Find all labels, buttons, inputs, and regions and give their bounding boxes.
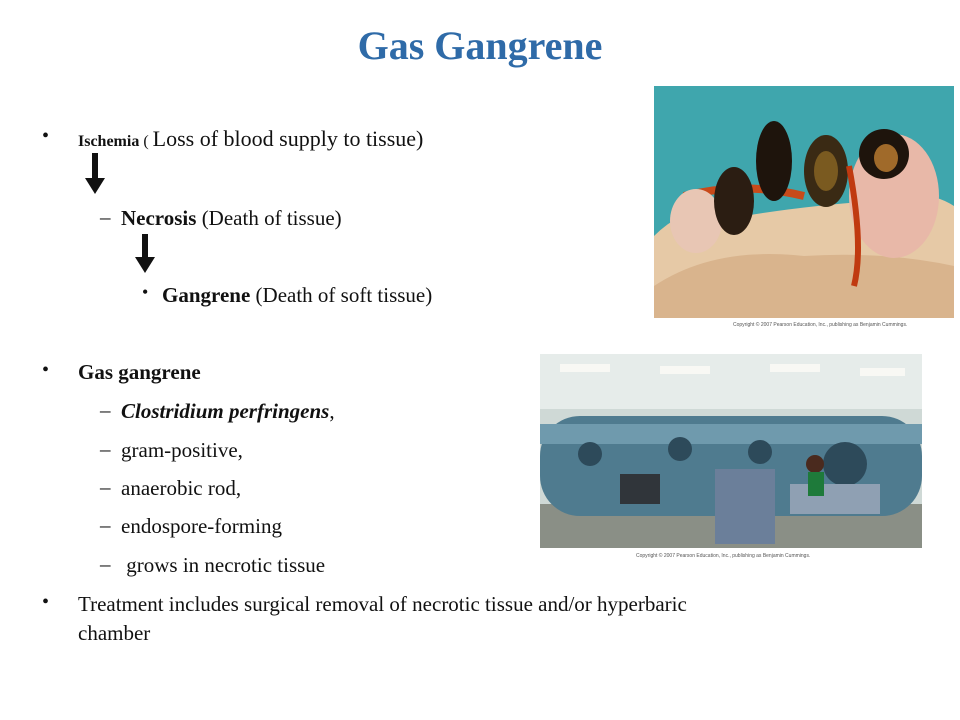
gangrene-line <box>162 282 432 308</box>
treatment-line-2: chamber <box>78 621 151 645</box>
dash: – <box>100 437 111 461</box>
sub-item-necrotic: grows in necrotic tissue <box>121 553 326 577</box>
chamber-photo-caption: Copyright © 2007 Pearson Education, Inc., publishing as Benjamin Cummings. <box>636 553 811 559</box>
down-arrow-icon <box>92 153 98 180</box>
gangrenous-foot-photo <box>654 86 954 318</box>
treatment-line-1: Treatment includes surgical removal of necrotic tissue and/or hyperbaric <box>78 592 687 616</box>
ischemia-line <box>78 126 423 155</box>
dash: – <box>100 552 111 576</box>
sub-item-endospore: endospore-forming <box>121 514 282 538</box>
bullet: • <box>42 125 50 147</box>
dash: – <box>100 513 111 537</box>
sub-item-anaerobic: anaerobic rod, <box>121 476 242 500</box>
bullet: • <box>42 359 50 381</box>
dash: – <box>100 398 111 422</box>
chamber-illustration <box>540 354 922 548</box>
necrosis-def: (Death of tissue) <box>196 206 342 230</box>
ischemia-def: Loss of blood supply to tissue) <box>152 126 424 151</box>
bullet: • <box>142 282 149 302</box>
down-arrow-icon <box>142 234 148 259</box>
foot-illustration <box>654 86 954 318</box>
gangrene-def: (Death of soft tissue) <box>250 283 433 307</box>
organism-name: Clostridium perfringens <box>121 399 330 423</box>
slide-title: Gas Gangrene <box>357 23 603 68</box>
necrosis-term: Necrosis <box>121 206 197 230</box>
ischemia-term: Ischemia <box>78 133 140 150</box>
ischemia-paren: ( <box>139 133 153 150</box>
gangrene-term: Gangrene <box>162 283 251 307</box>
gas-gangrene-heading: Gas gangrene <box>78 360 201 384</box>
foot-photo-caption: Copyright © 2007 Pearson Education, Inc., publishing as Benjamin Cummings. <box>733 322 908 328</box>
sub-item-gram: gram-positive, <box>121 438 243 462</box>
sub-item-organism <box>121 398 335 424</box>
necrosis-line <box>121 205 342 231</box>
hyperbaric-chamber-photo <box>540 354 922 548</box>
dash: – <box>100 205 111 229</box>
organism-suffix: , <box>329 399 335 423</box>
dash: – <box>100 475 111 499</box>
bullet: • <box>42 591 50 613</box>
